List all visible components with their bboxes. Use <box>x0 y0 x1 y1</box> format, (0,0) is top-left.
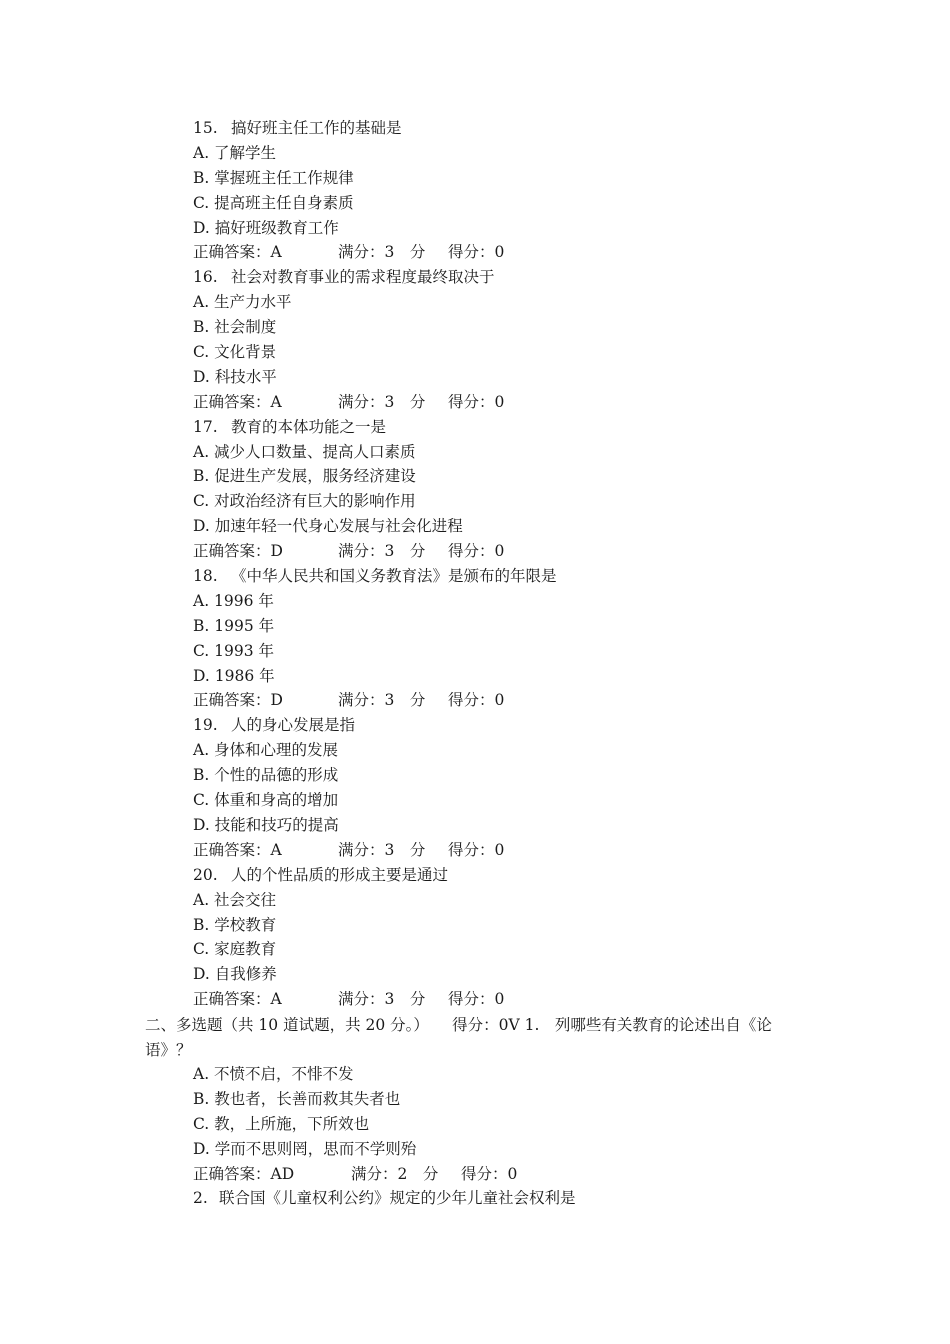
option-b: B. 1995 年 <box>193 616 275 635</box>
section-2-header <box>145 1013 810 1063</box>
question-text: 联合国《儿童权利公约》规定的少年儿童社会权利是 <box>219 1189 576 1208</box>
answer-row <box>193 240 833 265</box>
option-c: C. 对政治经济有巨大的影响作用 <box>193 492 416 511</box>
correct-answer: 正确答案：AD <box>193 1164 295 1183</box>
question-text: 人的身心发展是指 <box>231 716 356 735</box>
question-stem <box>193 713 833 738</box>
answer-row <box>193 1162 833 1187</box>
option-d: D. 自我修养 <box>193 965 277 984</box>
question-number: 17. <box>193 417 218 436</box>
earned-score: 得分：0 <box>448 691 505 710</box>
earned-score: 得分：0 <box>448 542 505 561</box>
question-number: 19. <box>193 716 218 735</box>
correct-answer: 正确答案：A <box>193 392 282 411</box>
question-stem <box>193 116 833 141</box>
question-number: 20. <box>193 865 218 884</box>
single-choice-questions <box>193 116 833 1012</box>
option-d: D. 技能和技巧的提高 <box>193 815 339 834</box>
earned-score: 得分：0 <box>448 840 505 859</box>
multi-choice-question-1 <box>193 1062 833 1211</box>
option-c: C. 提高班主任自身素质 <box>193 193 354 212</box>
earned-score: 得分：0 <box>461 1164 518 1183</box>
option-d: D. 1986 年 <box>193 666 275 685</box>
option-b: B. 促进生产发展，服务经济建设 <box>193 467 416 486</box>
answer-row <box>193 539 833 564</box>
answer-row <box>193 987 833 1012</box>
option-a: A. 减少人口数量、提高人口素质 <box>193 442 416 461</box>
question-2-stem <box>193 1186 833 1211</box>
answer-row <box>193 688 833 713</box>
full-score: 满分：3 分 <box>338 691 426 710</box>
earned-score: 得分：0 <box>448 990 505 1009</box>
full-score: 满分：2 分 <box>351 1164 439 1183</box>
question-text: 教育的本体功能之一是 <box>231 417 387 436</box>
question-number: 18. <box>193 567 218 586</box>
correct-answer: 正确答案：A <box>193 243 282 262</box>
question-stem <box>193 265 833 290</box>
option-a: A. 了解学生 <box>193 143 277 162</box>
option-c: C. 1993 年 <box>193 641 275 660</box>
question-text: 社会对教育事业的需求程度最终取决于 <box>231 268 495 287</box>
answer-row <box>193 390 833 415</box>
option-a: A. 1996 年 <box>193 591 274 610</box>
option-b: B. 社会制度 <box>193 318 277 337</box>
full-score: 满分：3 分 <box>338 243 426 262</box>
section-2-header-text: 二、多选题（共 10 道试题，共 20 分。） 得分：0V 1. 列哪些有关教育的论述出自《论语》？ <box>145 1016 772 1059</box>
full-score: 满分：3 分 <box>338 990 426 1009</box>
correct-answer: 正确答案：A <box>193 840 282 859</box>
correct-answer: 正确答案：D <box>193 542 283 561</box>
option-b: B. 个性的品德的形成 <box>193 766 339 785</box>
option-a: A. 社会交往 <box>193 890 277 909</box>
option-d: D. 搞好班级教育工作 <box>193 218 339 237</box>
correct-answer: 正确答案：D <box>193 691 283 710</box>
question-number: 16. <box>193 268 218 287</box>
question-text: 搞好班主任工作的基础是 <box>231 119 402 137</box>
option-a: A. 不愤不启，不悱不发 <box>193 1065 354 1083</box>
option-c: C. 家庭教育 <box>193 940 277 959</box>
question-number: 15. <box>193 119 218 137</box>
question-number: 2. <box>193 1189 208 1208</box>
option-b: B. 掌握班主任工作规律 <box>193 168 354 187</box>
option-c: C. 文化背景 <box>193 343 277 362</box>
question-stem <box>193 415 833 440</box>
question-text: 《中华人民共和国义务教育法》是颁布的年限是 <box>231 567 557 586</box>
option-d: D. 科技水平 <box>193 367 277 386</box>
earned-score: 得分：0 <box>448 392 505 411</box>
correct-answer: 正确答案：A <box>193 990 282 1009</box>
question-stem <box>193 863 833 888</box>
full-score: 满分：3 分 <box>338 840 426 859</box>
question-stem <box>193 564 833 589</box>
question-text: 人的个性品质的形成主要是通过 <box>231 865 449 884</box>
option-b: B. 学校教育 <box>193 915 277 934</box>
full-score: 满分：3 分 <box>338 392 426 411</box>
option-c: C. 体重和身高的增加 <box>193 791 339 810</box>
option-a: A. 生产力水平 <box>193 293 292 312</box>
full-score: 满分：3 分 <box>338 542 426 561</box>
earned-score: 得分：0 <box>448 243 505 262</box>
option-d: D. 学而不思则罔，思而不学则殆 <box>193 1139 417 1158</box>
option-b: B. 教也者，长善而救其失者也 <box>193 1089 401 1108</box>
option-c: C. 教，上所施，下所效也 <box>193 1114 370 1133</box>
answer-row <box>193 838 833 863</box>
option-a: A. 身体和心理的发展 <box>193 741 339 760</box>
option-d: D. 加速年轻一代身心发展与社会化进程 <box>193 517 463 536</box>
